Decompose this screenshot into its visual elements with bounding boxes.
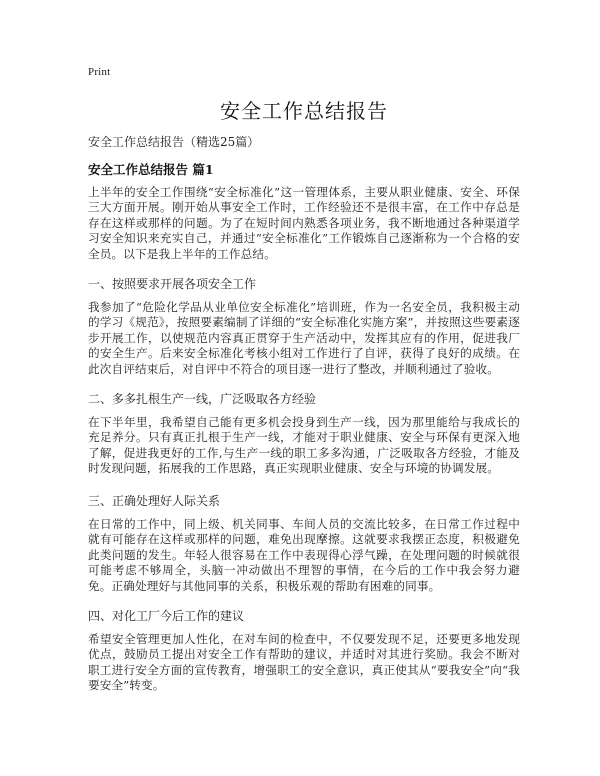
document-subtitle: 安全工作总结报告（精选25篇） bbox=[88, 135, 260, 149]
section-heading: 二、多多扎根生产一线，广泛吸取各方经验 bbox=[88, 392, 317, 406]
document-title: 安全工作总结报告 bbox=[220, 99, 388, 123]
section-heading: 三、正确处理好人际关系 bbox=[88, 494, 221, 508]
section-paragraph: 我参加了“危险化学品从业单位安全标准化”培训班，作为一名安全员，我积极主动的学习《规范》，按照要素编制了详细的“安全标准化实施方案”，并按照这些要素逐步开展工作，以使规范内容真正贯穿于生产活动中，发挥其应有的作用，促进我厂的安全生产。后来安全标准化考核小组对工作进行了自评，获得了良好的成绩。在此次自评结束后，对自评中不符合的项目逐一进行了整改，并顺利通过了验收。 bbox=[88, 300, 520, 376]
intro-paragraph: 上半年的安全工作围绕“安全标准化”这一管理体系，主要从职业健康、安全、环保三大方面开展。刚开始从事安全工作时，工作经验还不是很丰富，在工作中存总是存在这样或那样的问题。为了在短时间内熟悉各项业务，我不断地通过各种渠道学习安全知识来充实自己，并通过“安全标准化”工作锻炼自己逐渐称为一个合格的安全员。以下是我上半年的工作总结。 bbox=[88, 185, 520, 261]
print-link[interactable]: Print bbox=[88, 66, 111, 78]
section-heading: 四、对化工厂今后工作的建议 bbox=[88, 609, 245, 623]
section-paragraph: 在日常的工作中，同上级、机关同事、车间人员的交流比较多，在日常工作过程中就有可能存在这样或那样的问题，难免出现摩擦。这就要求我摆正态度，积极避免此类问题的发生。年轻人很容易在工作中表现得心浮气躁，在处理问题的时候就很可能考虑不够周全，头脑一冲动做出不理智的事情，在今后的工作中我会努力避免。正确处理好与其他同事的关系，积极乐观的帮助有困难的同事。 bbox=[88, 517, 520, 593]
section-heading: 一、按照要求开展各项安全工作 bbox=[88, 277, 257, 291]
section-paragraph: 希望安全管理更加人性化，在对车间的检查中，不仅要发现不足，还要更多地发现优点，鼓励员工提出对安全工作有帮助的建议，并适时对其进行奖励。我会不断对职工进行安全方面的宣传教育，增强职工的安全意识，真正使其从“要我安全”向“我要安全”转变。 bbox=[88, 632, 520, 693]
section-paragraph: 在下半年里，我希望自己能有更多机会投身到生产一线，因为那里能给与我成长的充足养分。只有真正扎根于生产一线，才能对于职业健康、安全与环保有更深入地了解，促进我更好的工作,与生产一线的职工多多沟通，广泛吸取各方经验，才能及时发现问题，拓展我的工作思路，真正实现职业健康、安全与环境的协调发展。 bbox=[88, 415, 520, 476]
article-title: 安全工作总结报告 篇1 bbox=[88, 162, 214, 177]
